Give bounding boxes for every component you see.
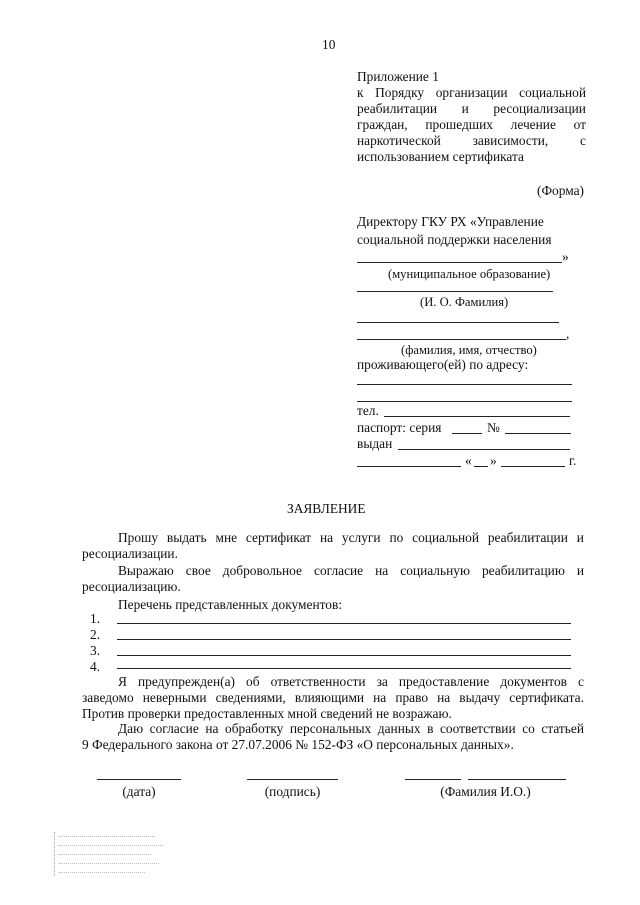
appendix-line-1	[357, 85, 586, 101]
p2-line-1	[118, 563, 584, 579]
caption-date: (дата)	[122, 784, 156, 799]
appendix-line-3-word: граждан,	[357, 117, 408, 132]
warning-line-1-word: предупрежден(а)	[138, 674, 235, 689]
list-title: Перечень представленных документов:	[118, 597, 343, 612]
appendix-line-4	[357, 133, 586, 149]
passport-label: паспорт: серия	[357, 420, 442, 435]
close-quote: »	[562, 249, 569, 264]
p1-line-1-word: и	[576, 530, 584, 545]
warning-line-2-word: сведениями,	[215, 690, 286, 705]
p2-line-1-word: согласие	[314, 563, 364, 578]
p1-line-1-word: сертификат	[245, 530, 312, 545]
warning-line-2-word: неверными	[142, 690, 207, 705]
applicant-name-line-1	[357, 322, 559, 323]
faint-stamp-mark	[54, 832, 167, 876]
appendix-line-3-word: от	[573, 117, 586, 132]
list-number-2: 2.	[90, 627, 101, 642]
caption-municipality: (муниципальное образование)	[388, 267, 551, 281]
warning-line-2-word: сертификата.	[509, 690, 584, 705]
appendix-line-3-word: лечение	[510, 117, 556, 132]
p2-line-1-word: добровольное	[222, 563, 302, 578]
appendix-line-2-word: реабилитации	[357, 101, 438, 116]
tel-field-line	[384, 416, 570, 417]
warning-line-2-word: на	[437, 690, 451, 705]
issued-label: выдан	[357, 436, 393, 451]
warning-line-2-word: право	[395, 690, 429, 705]
consent-line-1-word: со	[522, 721, 535, 736]
date-signature-line	[97, 779, 181, 780]
consent-line-1-word: согласие	[149, 721, 199, 736]
comma: ,	[566, 326, 570, 341]
warning-line-1-word: с	[578, 674, 584, 689]
p2-line-1-word: реабилитацию	[481, 563, 565, 578]
consent-line-1-word: обработку	[225, 721, 284, 736]
p2-line-2: ресоциализацию.	[82, 579, 181, 594]
consent-line-1	[118, 721, 584, 737]
list-line-1	[117, 623, 571, 624]
address-line-2	[357, 401, 572, 402]
issued-day-line	[474, 466, 488, 467]
warning-line-2-word: заведомо	[82, 690, 134, 705]
p2-line-1-word: на	[375, 563, 389, 578]
residing-label: проживающего(ей) по адресу:	[357, 357, 529, 372]
address-line-1	[357, 384, 572, 385]
appendix-line-2-word: и	[461, 101, 469, 116]
tel-label: тел.	[357, 403, 379, 418]
municipality-field-line	[357, 262, 562, 263]
list-line-4	[117, 668, 571, 669]
quote-open: «	[465, 453, 472, 468]
consent-line-1-word: на	[205, 721, 219, 736]
caption-signature: (подпись)	[264, 784, 321, 799]
p1-line-1-word: мне	[215, 530, 238, 545]
issued-month-line	[501, 466, 565, 467]
name-line-part-1	[405, 779, 461, 780]
p2-line-1-word: Выражаю	[118, 563, 174, 578]
appendix-line-1-word: к	[357, 85, 364, 100]
addressee-line-2: социальной поддержки населения	[357, 232, 552, 247]
p2-line-1-word: и	[576, 563, 584, 578]
signature-line	[247, 779, 338, 780]
consent-line-2: 9 Федерального закона от 27.07.2006 № 152-ФЗ «О персональных данных».	[82, 737, 514, 752]
warning-line-2-word: влияющими	[294, 690, 365, 705]
warning-line-1-word: за	[376, 674, 388, 689]
issued-by-line	[398, 449, 570, 450]
warning-line-1-word: Я	[118, 674, 127, 689]
caption-name: (Фамилия И.О.)	[440, 784, 531, 799]
quote-close: »	[490, 453, 497, 468]
p1-line-1-word: Прошу	[118, 530, 159, 545]
appendix-line-2	[357, 101, 586, 117]
document-heading: ЗАЯВЛЕНИЕ	[287, 501, 366, 516]
applicant-name-line-2	[357, 339, 566, 340]
consent-line-1-word: данных	[377, 721, 421, 736]
consent-line-1-word: статьей	[541, 721, 584, 736]
appendix-line-4-word: зависимости,	[472, 133, 549, 148]
warning-line-2-word: выдачу	[459, 690, 501, 705]
page-number: 10	[322, 37, 336, 52]
issued-place-line	[357, 466, 461, 467]
consent-line-1-word: в	[427, 721, 434, 736]
passport-number-line	[505, 433, 571, 434]
warning-line-1-word: ответственности	[270, 674, 366, 689]
p1-line-1-word: услуги	[341, 530, 381, 545]
list-line-3	[117, 655, 571, 656]
appendix-line-1-word: социальной	[519, 85, 586, 100]
p2-line-1-word: социальную	[400, 563, 470, 578]
p1-line-2: ресоциализации.	[82, 546, 178, 561]
list-number-4: 4.	[90, 659, 101, 674]
warning-line-2	[82, 690, 584, 706]
p1-line-1	[118, 530, 584, 546]
number-sign: №	[487, 420, 500, 435]
p1-line-1-word: по	[389, 530, 404, 545]
caption-applicant: (фамилия, имя, отчество)	[401, 343, 537, 357]
warning-line-1-word: документов	[500, 674, 567, 689]
name-line-part-2	[468, 779, 566, 780]
appendix-line-2-word: ресоциализации	[493, 101, 586, 116]
appendix-line-3-word: прошедших	[425, 117, 493, 132]
consent-line-1-word: Даю	[118, 721, 144, 736]
year-suffix: г.	[569, 453, 577, 468]
warning-line-1	[118, 674, 584, 690]
warning-line-2-word: на	[373, 690, 387, 705]
p1-line-1-word: реабилитации	[487, 530, 568, 545]
warning-line-1-word: предоставление	[398, 674, 490, 689]
form-label: (Форма)	[537, 183, 585, 198]
consent-line-1-word: персональных	[289, 721, 372, 736]
warning-line-1-word: об	[246, 674, 260, 689]
passport-series-line	[452, 433, 482, 434]
director-name-line	[357, 291, 553, 292]
consent-line-1-word: соответствии	[439, 721, 516, 736]
appendix-line-3	[357, 117, 586, 133]
list-number-1: 1.	[90, 611, 101, 626]
caption-director: (И. О. Фамилия)	[420, 295, 509, 309]
appendix-title: Приложение 1	[357, 69, 439, 84]
p2-line-1-word: свое	[185, 563, 211, 578]
appendix-line-4-word: с	[580, 133, 586, 148]
list-number-3: 3.	[90, 643, 101, 658]
warning-line-3: Против проверки предоставленных мной сведений не возражаю.	[82, 706, 452, 721]
p1-line-1-word: на	[319, 530, 334, 545]
addressee-line-1: Директору ГКУ РХ «Управление	[357, 214, 544, 229]
appendix-line-4-word: наркотической	[357, 133, 441, 148]
p1-line-1-word: выдать	[166, 530, 207, 545]
appendix-last-line: использованием сертификата	[357, 149, 524, 164]
p1-line-1-word: социальной	[412, 530, 480, 545]
appendix-line-1-word: Порядку	[375, 85, 425, 100]
appendix-line-1-word: организации	[435, 85, 508, 100]
list-line-2	[117, 639, 571, 640]
